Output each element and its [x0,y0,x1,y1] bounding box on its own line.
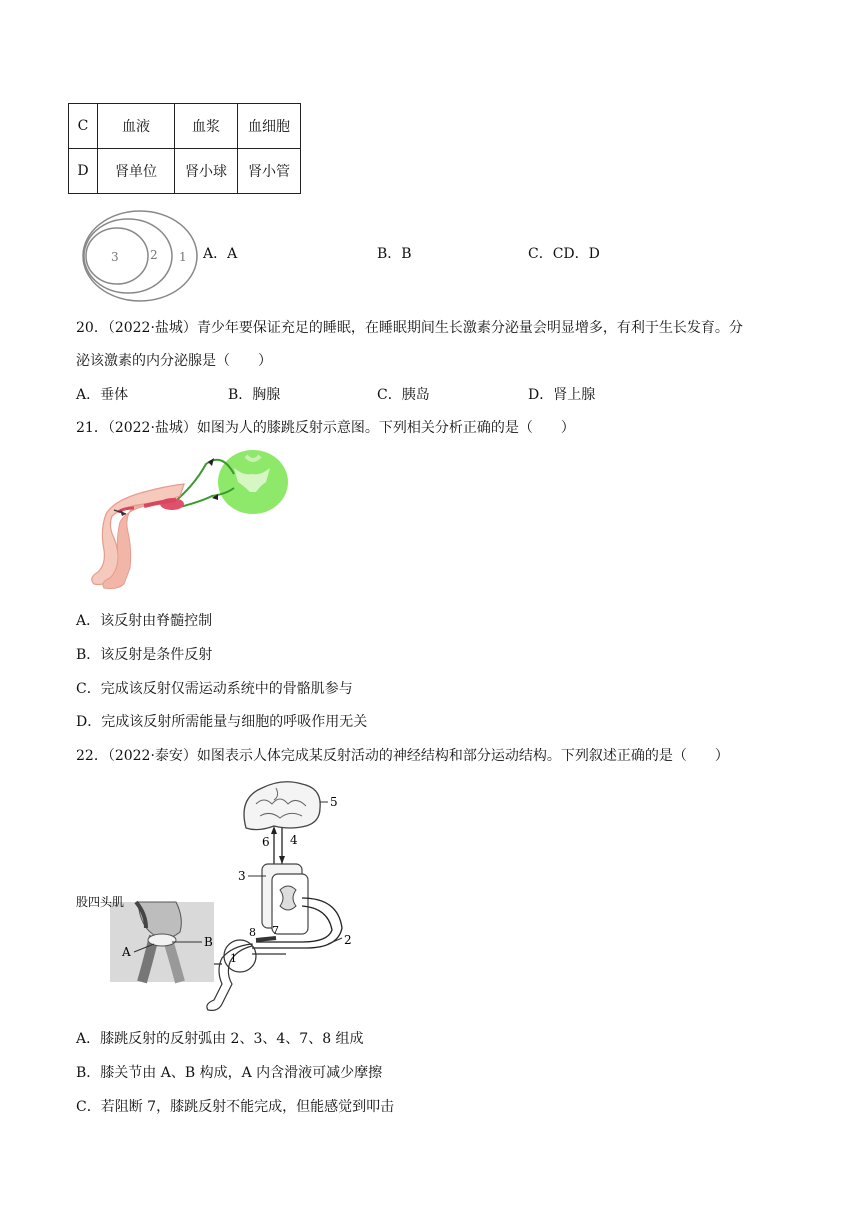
option-cd[interactable]: C．CD．D [528,246,600,262]
option-d[interactable]: D．肾上腺 [528,387,596,403]
q21-option-b[interactable]: B．该反射是条件反射 [76,647,213,663]
option-a[interactable]: A．A [203,246,238,262]
label-3: 3 [238,869,246,883]
nested-circles-figure [80,208,200,304]
table-cell: 血浆 [175,104,238,149]
q22-stem: 22．（2022·泰安）如图表示人体完成某反射活动的神经结构和部分运动结构。下列叙述正确的是（ ） [76,748,729,764]
circle-label: 3 [111,250,119,264]
q21-option-d[interactable]: D．完成该反射所需能量与细胞的呼吸作用无关 [76,714,368,730]
label-1: 1 [230,952,237,965]
options-table [68,103,301,194]
option-a[interactable]: A．垂体 [76,387,129,403]
q21-option-a[interactable]: A．该反射由脊髓控制 [76,613,213,629]
label-8: 8 [249,926,256,939]
table-cell: 肾小管 [238,149,301,194]
label-6: 6 [262,835,270,849]
reflex-arc-figure [76,778,376,1018]
table-cell: 肾单位 [98,149,175,194]
q20-stem-line1: 20．（2022·盐城）青少年要保证充足的睡眠，在睡眠期间生长激素分泌量会明显增多，有利于生长发育。分 [76,320,743,336]
q22-option-a[interactable]: A．膝跳反射的反射弧由 2、3、4、7、8 组成 [76,1031,364,1047]
q21-stem: 21．（2022·盐城）如图为人的膝跳反射示意图。下列相关分析正确的是（ ） [76,420,575,436]
table-cell: 血液 [98,104,175,149]
label-B: B [204,935,213,949]
table-row [69,149,301,194]
table-cell: C [69,104,98,149]
circle-label: 1 [179,250,187,264]
q22-option-c[interactable]: C．若阻断 7，膝跳反射不能完成，但能感觉到叩击 [76,1099,395,1115]
table-cell: D [69,149,98,194]
q20-stem-line2: 泌该激素的内分泌腺是（ ） [76,353,272,369]
label-7: 7 [272,924,279,937]
knee-reflex-figure [84,446,294,594]
label-muscle: 股四头肌 [76,895,125,909]
table-cell: 血细胞 [238,104,301,149]
option-c[interactable]: C．胰岛 [377,387,430,403]
label-A: A [122,945,131,959]
q22-option-b[interactable]: B．膝关节由 A、B 构成，A 内含滑液可减少摩擦 [76,1065,383,1081]
option-b[interactable]: B．胸腺 [228,387,281,403]
label-2: 2 [344,933,352,947]
circle-label: 2 [150,248,158,262]
table-cell: 肾小球 [175,149,238,194]
option-b[interactable]: B．B [377,246,412,262]
table-row [69,104,301,149]
label-5: 5 [330,795,338,809]
q21-option-c[interactable]: C．完成该反射仅需运动系统中的骨骼肌参与 [76,681,353,697]
label-4: 4 [290,833,298,847]
